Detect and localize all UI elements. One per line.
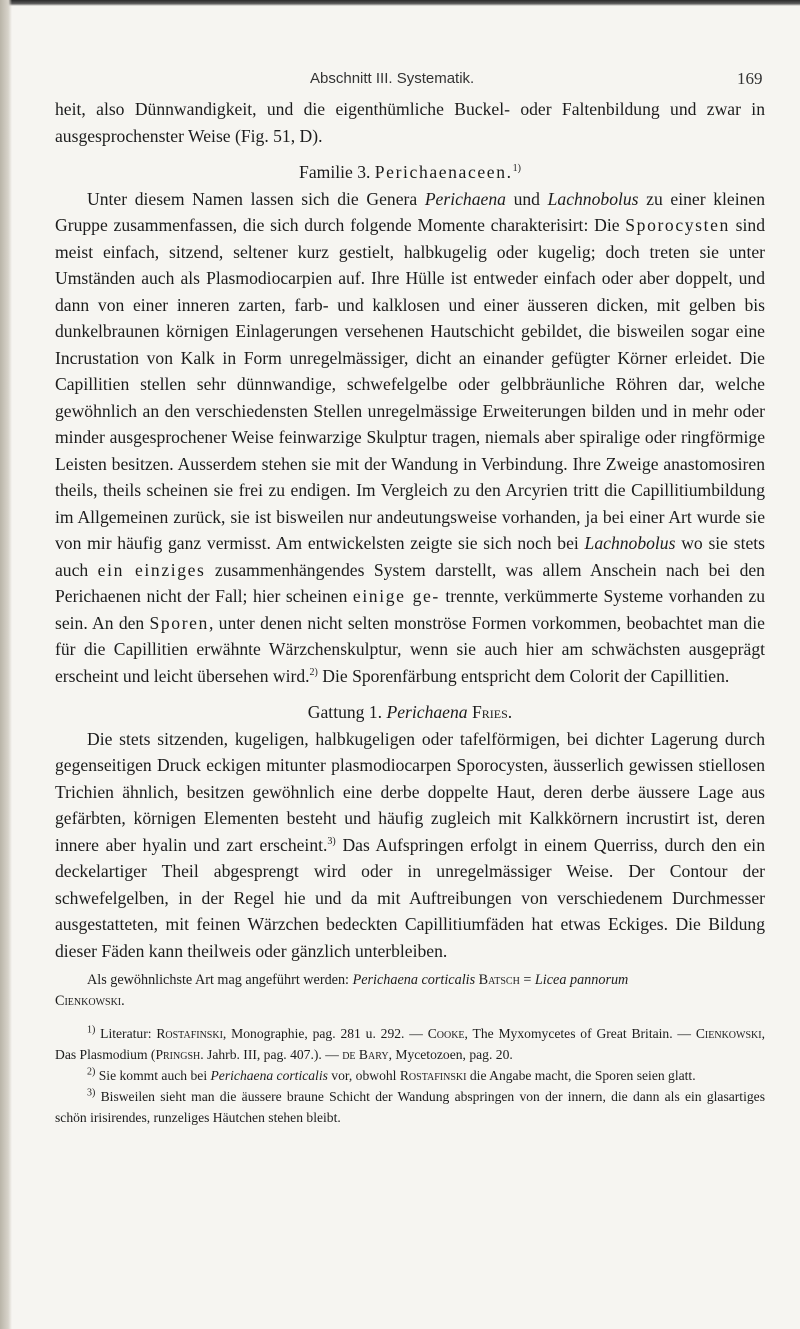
paragraph-family-description: Unter diesem Namen lassen sich die Genera Perichaena und Lachnobolus zu einer kleinen Gruppe zusammenfassen, die sich durch folgende Momente charakterisirt: Die Sporocysten sind meist einfach, sitzend, seltener kurz gestielt, halbkugelig oder kugelig; doch treten sie unter Umständen auch als Plasmodiocarpien auf. Ihre Hülle ist entweder einfach oder aber doppelt, und dann von einer inneren zarten, farb- und kalklosen und einer äusseren dicken, mit gelben bis dunkelbraunen körnigen Einlagerungen versehenen Hautschicht gebildet, die bisweilen sogar eine Incrustation von Kalk in Form unregelmässiger, dicht an einander gefügter Körner erleidet. Die Capillitien stellen sehr dünnwandige, schwefelgelbe oder gelbbräunliche Röhren dar, welche gewöhnlich an den verschiedensten Stellen unregelmässige Erweiterungen bilden und in mehr oder minder ausgesprochener Weise feinwarzige Skulptur tragen, niemals aber spiralige oder ringförmige Leisten besitzen. Ausserdem stehen sie mit der Wandung in Verbindung. Ihre Zweige anastomosiren theils, theils scheinen sie frei zu endigen. Im Vergleich zu den Arcyrien tritt die Capillitiumbildung im Allgemeinen zurück, sie ist bisweilen nur andeutungsweise vorhanden, ja bei einer Art wurde sie von mir häufig ganz vermisst. Am entwickelsten zeigte sie sich noch bei Lachnobolus wo sie stets auch ein einziges zusammenhängendes System darstellt, was allem Anschein nach bei den Perichaenen nicht der Fall; hier scheinen einige ge- trennte, verkümmerte Systeme vorhanden zu sein. An den Sporen, unter denen nicht selten monströse Formen vorkommen, beobachtet man die für die Capillitien erwähnte Wärzchenskulptur, wenn sie auch hier am schwächsten ausgeprägt erscheint und leicht übersehen wird.$^{2)}$ Die Sporenfärbung entspricht dem Colorit der Capillitien. xyxy=(55,188,766,686)
footnote-1: $^{1)}$ Literatur: Rostafinski, Monographie, pag. 281 u. 292. — Cooke, The Myxomycetes of Great Britain. — Cienkowski, Das Plasmodium (Pringsh. Jahrb. III, pag. 407.). — de Bary, Mycetozoen, pag. 20. xyxy=(55,1024,765,1062)
running-head-title: Abschnitt III. Systematik. xyxy=(310,70,475,87)
paragraph-continuation: heit, also Dünnwandigkeit, und die eigenthümliche Buckel- oder Faltenbildung und zwar in ausgesprochenster Weise (Fig. 51, D). xyxy=(55,99,765,146)
page-body xyxy=(55,96,765,1128)
genus-heading: Gattung 1. Perichaena Fries. xyxy=(307,702,513,722)
binding-gutter xyxy=(0,0,12,1329)
footnote-3: $^{3)}$ Bisweilen sieht man die äussere braune Schicht der Wandung abspringen von der innern, die dann als ein glasartiges schön irisirendes, runzeliges Häutchen stehen bleibt. xyxy=(55,1087,765,1125)
scan-edge-shadow xyxy=(0,0,800,6)
page-number: 169 xyxy=(737,69,763,88)
paragraph-genus-description: Die stets sitzenden, kugeligen, halbkugeligen oder tafelförmigen, bei dichter Lagerung durch gegenseitigen Druck eckigen mitunter plasmodiocarpen Sporocysten, äusserlich gewissen stiellosen Trichien ähnlich, besitzen gewöhnlich eine derbe doppelte Haut, deren derbe äussere Lage aus gefärbten, körnigen Elementen besteht und häufig zugleich mit Kalkkörnern incrustirt ist, deren innere aber hyalin und zart erscheint.$^{3)}$ Das Aufspringen erfolgt in einem Querriss, durch den ein deckelartiger Theil abgesprengt wird oder in unregelmässiger Weise. Der Contour der schwefelgelben, in der Regel hie und da mit Auftreibungen von verschiedenem Durchmesser ausgestatteten, mit feinen Wärzchen bedeckten Capillitiumfäden hat etwas Eckiges. Die Bildung dieser Fäden kann theilweis oder gänzlich unterbleiben. xyxy=(55,728,765,961)
paragraph-example-species: Als gewöhnlichste Art mag angeführt werden: Perichaena corticalis Batsch = Licea pannorum Cienkowski. xyxy=(55,972,629,1010)
family-heading: Familie 3. Perichaenaceen.$^{1)}$ xyxy=(299,162,521,182)
footnotes xyxy=(55,1023,765,1128)
footnote-2: $^{2)}$ Sie kommt auch bei Perichaena corticalis vor, obwohl Rostafinski die Angabe macht, die Sporen seien glatt. xyxy=(87,1066,696,1083)
